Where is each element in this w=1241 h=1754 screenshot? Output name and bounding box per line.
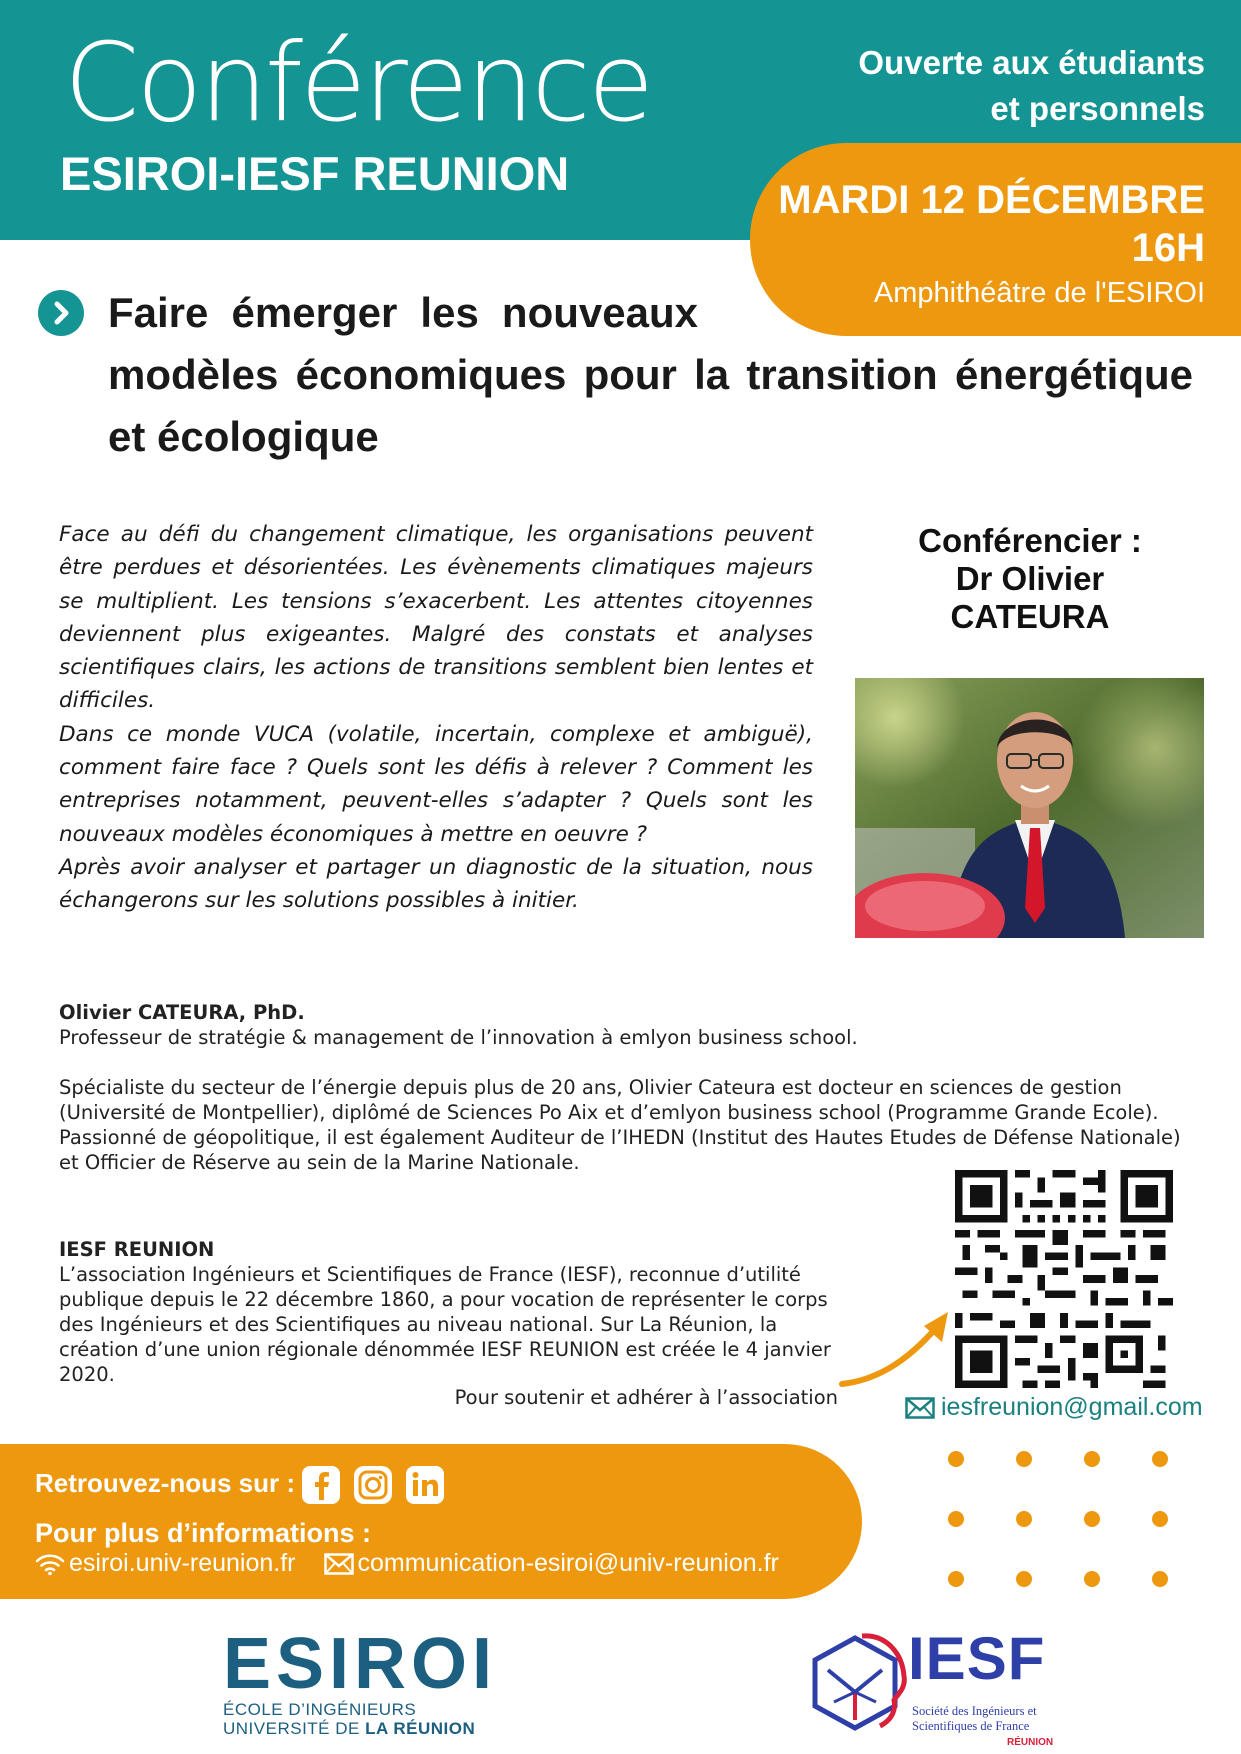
esiroi-logo <box>223 1624 503 1743</box>
event-place: Amphithéâtre de l'ESIROI <box>873 277 1205 309</box>
bio-details: Spécialiste du secteur de l’énergie depuis plus de 20 ans, Olivier Cateura est docteur en sciences de gestion (Université de Montpellier), diplômé de Sciences Po Aix et d’emlyon business school (Programme Grande Ecole). Passionné de géopolitique, il est également Auditeur de l’IHEDN (Institut des Hautes Etudes de Défense Nationale) et Officier de Réserve au sein de la Marine Nationale. <box>59 1076 1181 1174</box>
arrow-icon <box>838 1308 958 1388</box>
iesf-text: L’association Ingénieurs et Scientifiques de France (IESF), reconnue d’utilité publique depuis le 22 décembre 1860, a pour vocation de représenter le corps des Ingénieurs et des Scientifiques au niveau national. Sur La Réunion, la création d’une union régionale dénommée IESF REUNION est créée le 4 janvier 2020. <box>59 1263 831 1386</box>
speaker-heading <box>862 522 1198 636</box>
iesf-email[interactable] <box>905 1393 1203 1422</box>
qr-code[interactable] <box>955 1170 1173 1388</box>
follow-label: Retrouvez-nous sur : <box>35 1468 296 1498</box>
dot <box>1084 1451 1100 1467</box>
talk-title-rest: modèles économiques pour la transition énergétique et écologique <box>108 351 1193 460</box>
esiroi-tagline-2: UNIVERSITÉ DE LA RÉUNION <box>223 1719 476 1738</box>
iesf-region: RÉUNION <box>1007 1737 1054 1748</box>
iesf-emblem-icon <box>800 1630 910 1740</box>
dot <box>948 1511 964 1527</box>
iesf-wordmark: IESF <box>908 1625 1046 1692</box>
contact-line <box>35 1549 779 1578</box>
website-link[interactable]: esiroi.univ-reunion.fr <box>69 1549 296 1577</box>
dot <box>1016 1511 1032 1527</box>
mail-icon <box>905 1397 935 1419</box>
audience-line-2: et personnels <box>990 90 1205 127</box>
facebook-icon[interactable] <box>300 1464 342 1506</box>
speaker-bio <box>59 1000 1199 1175</box>
speaker-photo <box>855 678 1204 938</box>
iesf-section <box>59 1237 859 1387</box>
linkedin-icon[interactable] <box>404 1464 446 1506</box>
audience-line-1: Ouverte aux étudiants <box>858 44 1205 81</box>
audience-note <box>785 40 1205 132</box>
instagram-icon[interactable] <box>352 1464 394 1506</box>
support-text: Pour soutenir et adhérer à l’association <box>454 1386 838 1409</box>
talk-title-line-1: Faire émerger les nouveaux <box>108 289 698 336</box>
speaker-name-line-2: CATEURA <box>950 598 1110 635</box>
event-day: MARDI 12 DÉCEMBRE <box>778 178 1205 222</box>
iesf-tagline: Société des Ingénieurs et Scientifiques de France <box>912 1704 1037 1733</box>
event-date <box>765 176 1205 272</box>
bio-role: Professeur de stratégie & management de l’innovation à emlyon business school. <box>59 1026 858 1049</box>
mail-icon <box>324 1553 354 1575</box>
abstract <box>59 518 813 918</box>
abstract-paragraph: Dans ce monde VUCA (volatile, incertain, complexe et ambiguë), comment faire face ? Quels sont les défis à relever ? Comment les entreprises notamment, peuvent-elles s’adapter ? Quels sont les nouveaux modèles économiques à mettre en oeuvre ? <box>59 721 813 847</box>
dot <box>948 1451 964 1467</box>
page-subtitle: ESIROI-IESF REUNION <box>60 147 570 200</box>
contact-email-link[interactable]: communication-esiroi@univ-reunion.fr <box>357 1549 779 1577</box>
dot <box>1084 1511 1100 1527</box>
dot <box>1016 1571 1032 1587</box>
wifi-icon <box>35 1552 65 1576</box>
abstract-paragraph: Face au défi du changement climatique, les organisations peuvent être perdues et désorientées. Les évènements climatiques majeurs se multiplient. Les tensions s’exacerbent. Les attentes citoyennes deviennent plus exigeantes. Malgré des constats et analyses scientifiques clairs, les actions de transitions semblent bien lentes et difficiles. <box>59 522 813 714</box>
dot <box>948 1571 964 1587</box>
decorative-dots <box>948 1451 1208 1601</box>
dot <box>1152 1571 1168 1587</box>
bio-name: Olivier CATEURA, PhD. <box>59 1001 305 1024</box>
iesf-email-text: iesfreunion@gmail.com <box>941 1393 1203 1421</box>
iesf-heading: IESF REUNION <box>59 1238 215 1261</box>
dot <box>1016 1451 1032 1467</box>
info-label: Pour plus d’informations : <box>35 1518 371 1548</box>
esiroi-wordmark: ESIROI <box>223 1624 498 1704</box>
dot <box>1152 1451 1168 1467</box>
page-title: Conférence <box>64 21 652 146</box>
esiroi-tagline-1: ÉCOLE D’INGÉNIEURS <box>223 1700 417 1719</box>
event-time: 16H <box>1131 226 1205 270</box>
chevron-right-icon <box>38 290 84 336</box>
dot <box>1152 1511 1168 1527</box>
speaker-label: Conférencier : <box>918 522 1142 559</box>
abstract-paragraph: Après avoir analyser et partager un diagnostic de la situation, nous échangerons sur les solutions possibles à initier. <box>59 854 813 914</box>
dot <box>1084 1571 1100 1587</box>
talk-title <box>108 282 1193 468</box>
iesf-logo <box>800 1622 1060 1750</box>
speaker-name-line-1: Dr Olivier <box>955 560 1105 597</box>
